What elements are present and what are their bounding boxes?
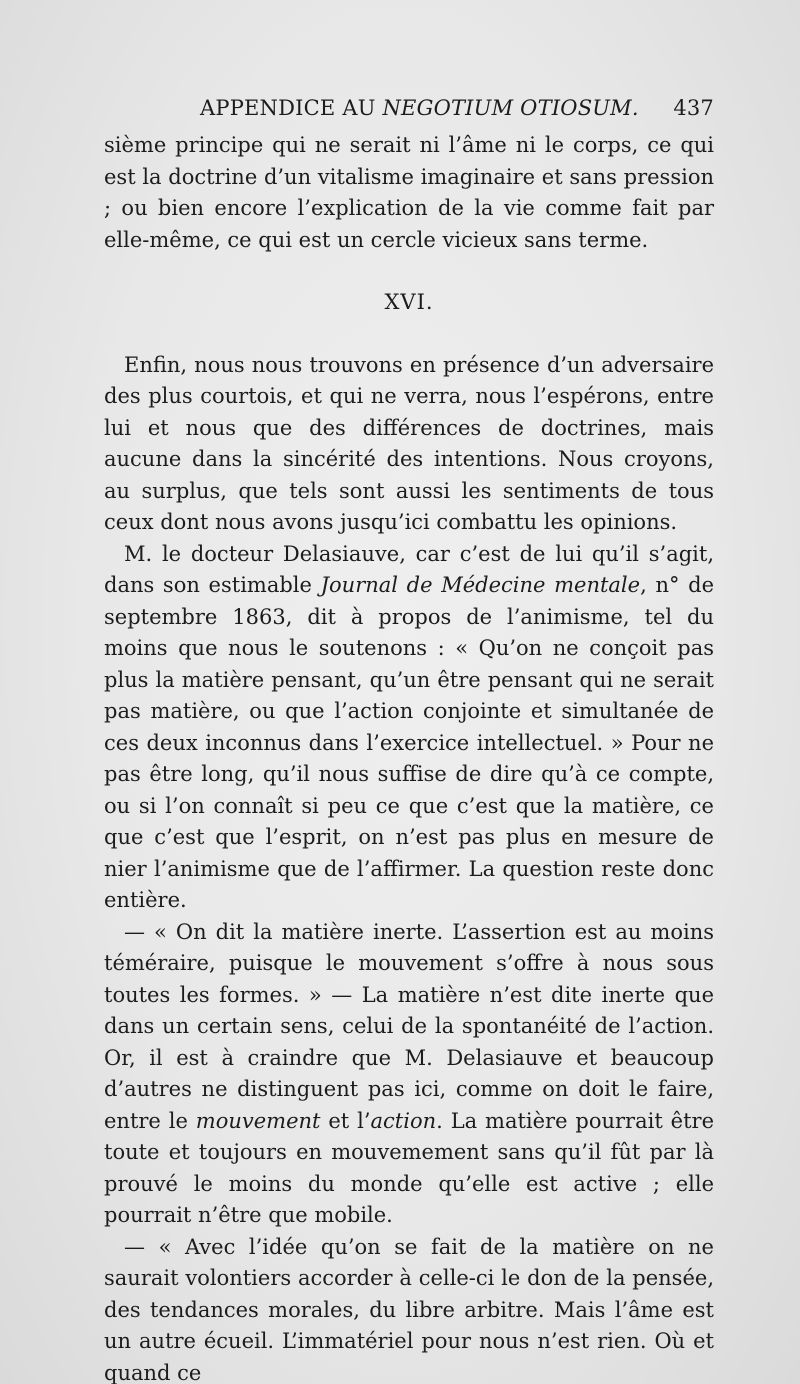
paragraph-2: Enfin, nous nous trouvons en présence d’un adversaire des plus courtois, et qui ne verra, nous l’espérons, entre lui et nous que des différences de doctrines, mais aucune dans la sincérité des intentions. Nous croyons, au surplus, que tels sont aussi les sentiments de tous ceux dont nous avons jusqu’ici combattu les opinions. xyxy=(104,352,714,534)
paragraph-3-part-b: , n° de septembre 1863, dit à propos de l’animisme, tel du moins que nous le soutenons : « Qu’on ne conçoit pas plus la matière pensant, qu’un être pensant qui ne serait pas matière, ou que l’action conjointe et simultanée de ces deux inconnus dans l’exercice intellectuel. » Pour ne pas être long, qu’il nous suffise de dire qu’à ce compte, ou si l’on connaît si peu ce que c’est que la matière, ce que c’est que l’esprit, on n’est pas plus en mesure de nier l’animisme que de l’affirmer. La question reste donc entière. xyxy=(104,573,715,912)
running-title-prefix: APPENDICE AU xyxy=(200,96,383,120)
paragraph-4-part-c: . La matière pourrait être toute et toujours en mouvemement sans qu’il fût par là prouvé le moins du monde qu’elle est active ; elle pourrait n’être que mobile. xyxy=(104,1108,714,1227)
page-number: 437 xyxy=(673,96,714,120)
text-block xyxy=(104,92,714,1384)
running-title-italic: NEGOTIUM OTIOSUM. xyxy=(382,96,639,120)
section-heading: XVI. xyxy=(384,290,434,314)
running-head xyxy=(104,92,714,130)
paragraph-3 xyxy=(104,539,714,917)
term-action: action xyxy=(370,1108,437,1133)
journal-title: Journal de Médecine mentale xyxy=(320,573,641,597)
paragraph-4-part-b: et l’ xyxy=(320,1108,371,1133)
paragraph-4 xyxy=(104,917,714,1232)
term-mouvement: mouvement xyxy=(195,1108,321,1133)
paragraph-1: sième principe qui ne serait ni l’âme ni le corps, ce qui est la doctrine d’un vitalisme imaginaire et sans pression ; ou bien encore l’explication de la vie comme fait par elle-même, ce qui est un cercle vicieux sans terme. xyxy=(104,133,714,252)
paragraph-4-part-a: — « On dit la matière inerte. L’assertion est au moins téméraire, puisque le mouvement s’offre à nous sous toutes les formes. » — La matière n’est dite inerte que dans un certain sens, celui de la spontanéité de l’action. Or, il est à craindre que M. Delasiauve et beaucoup d’autres ne distinguent pas ici, comme on doit le faire, entre le xyxy=(104,919,714,1133)
paragraph-3-part-a: M. le docteur Delasiauve, car c’est de lui qu’il s’agit, dans son estimable xyxy=(104,541,714,597)
running-title xyxy=(200,96,639,120)
paragraph-5: — « Avec l’idée qu’on se fait de la matière on ne saurait volontiers accorder à celle-ci le don de la pensée, des tendances morales, du libre arbitre. Mais l’âme est un autre écueil. L’immatériel pour nous n’est rien. Où et quand ce xyxy=(104,1234,714,1384)
